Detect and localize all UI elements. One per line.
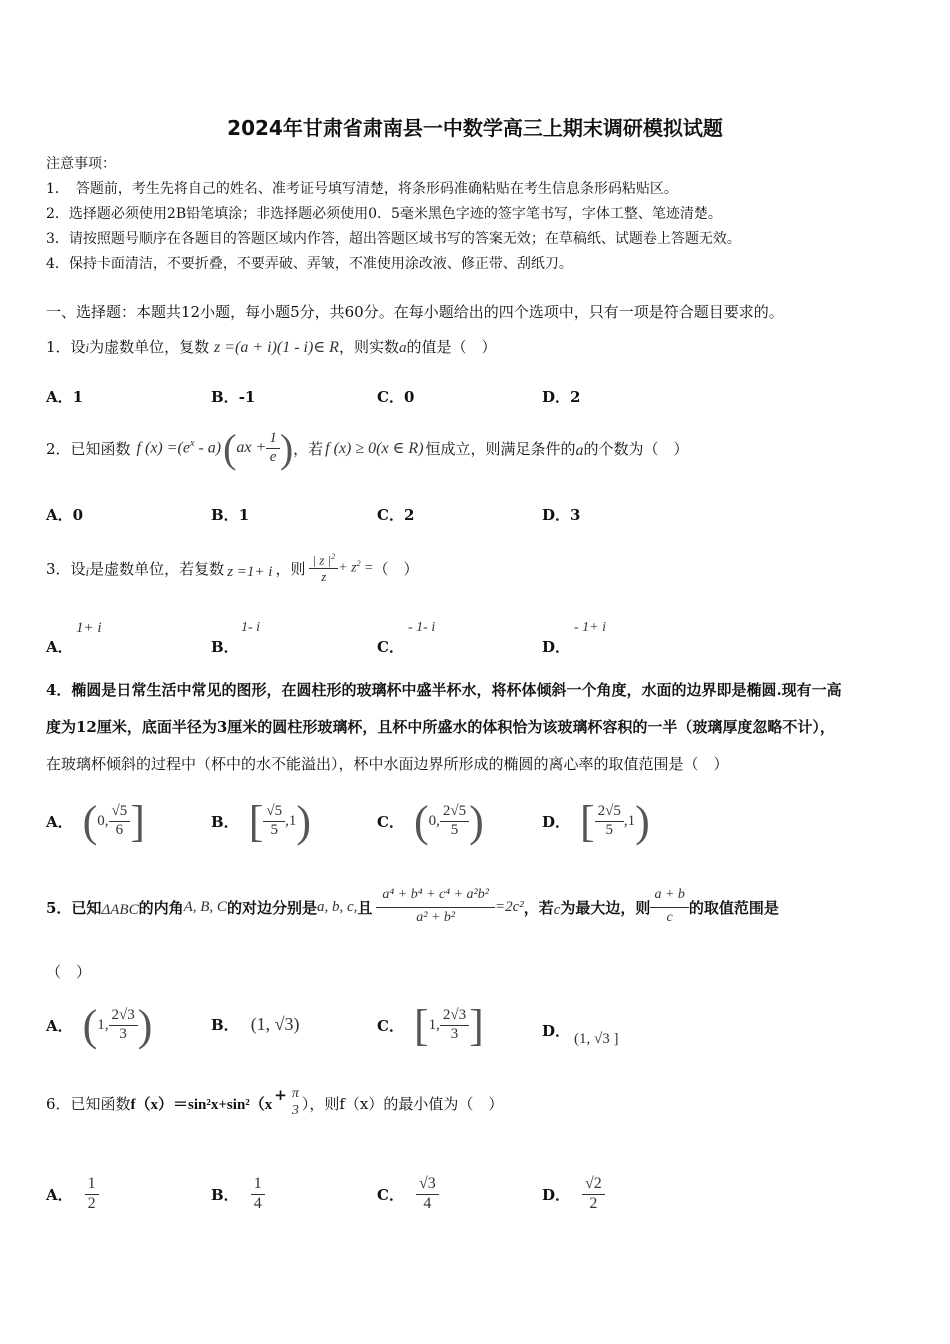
q4-line: 4．椭圆是日常生活中常见的图形，在圆柱形的玻璃杯中盛半杯水，将杯体倾斜一个角度，水面的边界即是椭圆.现有一高 (46, 681, 842, 699)
notice-item: 4．保持卡面清洁，不要折叠，不要弄破、弄皱，不准使用涂改液、修正带、刮纸刀。 (46, 256, 573, 272)
q6-option-c: C． $\frac{√3}{4}$ (377, 1166, 439, 1222)
q3-option-c: C． (377, 638, 404, 656)
q3-option-a-value: 1+ i (76, 620, 102, 636)
q5-paren: （ ） (46, 963, 92, 981)
q3-option-b-value: 1- i (241, 620, 261, 635)
notice-heading: 注意事项： (46, 156, 116, 172)
q5-option-d: D． (542, 1022, 571, 1040)
q1-option-c: C．0 (377, 388, 415, 406)
q4-option-d: D． [ $\frac{2√5}{5}$ ,1 ) (542, 796, 650, 846)
q3-option-d-value: - 1+ i (574, 620, 606, 635)
q5-option-d-value: (1, √3 ] (574, 1031, 619, 1047)
q1-option-b: B．-1 (211, 388, 256, 406)
q3-option-b: B． (211, 638, 239, 656)
question-3: 3．设 i 是虚数单位，若复数 z =1+ i ，则 $\frac{| z |^2}{z}$ + $z^2$ = （ ） (46, 551, 419, 584)
q1-option-a: A．1 (46, 388, 84, 406)
q3-option-c-value: - 1- i (408, 620, 436, 635)
q1-expression: z =(a + i)(1 - i)∈ R (213, 339, 339, 356)
q4-option-a: A． ( 0, $\frac{√5}{6}$ ] (46, 796, 145, 846)
question-1: 1．设i为虚数单位，复数 z =(a + i)(1 - i)∈ R，则实数a的值是（ ） (46, 338, 497, 356)
q1-option-d: D．2 (542, 388, 581, 406)
section-header: 一、选择题：本题共12小题，每小题5分，共60分。在每小题给出的四个选项中，只有一项是符合题目要求的。 (46, 303, 784, 321)
q6-option-a: A． $\frac{1}{2}$ (46, 1166, 99, 1222)
q2-option-a: A．0 (46, 506, 84, 524)
q4-option-b: B． [ $\frac{√5}{5}$ ,1 ) (211, 796, 311, 846)
q6-option-b: B． $\frac{1}{4}$ (211, 1166, 265, 1222)
q2-function: f $(x) =(e^x - a)$ (136, 438, 222, 457)
q2-option-d: D．3 (542, 506, 581, 524)
q2-option-b: B．1 (211, 506, 250, 524)
q6-option-d: D． $\frac{√2}{2}$ (542, 1166, 605, 1222)
q5-option-c: C． [ 1, $\frac{2√3}{3}$ ] (377, 1000, 484, 1050)
q3-option-d: D． (542, 638, 571, 656)
q2-condition: f (x) ≥ 0(x ∈ R) (325, 440, 424, 457)
q4-line: 度为12厘米，底面半径为3厘米的圆柱形玻璃杯，且杯中所盛水的体积恰为该玻璃杯容积的一半（玻璃厚度忽略不计）， (46, 718, 835, 736)
notice-item: 1． 答题前，考生先将自己的姓名、准考证号填写清楚，将条形码准确粘贴在考生信息条形码粘贴区。 (46, 181, 678, 197)
q2-option-c: C．2 (377, 506, 415, 524)
q5-option-b: B． (1, √3) (211, 1014, 300, 1034)
notice-item: 3．请按照题号顺序在各题目的答题区域内作答，超出答题区域书写的答案无效；在草稿纸、试题卷上答题无效。 (46, 231, 741, 247)
page-title: 2024年甘肃省肃南县一中数学高三上期末调研模拟试题 (227, 116, 723, 140)
question-5: 5．已知 ΔABC 的内角 A, B, C 的对边分别是 a, b, c, 且 $\frac{\text{a⁴ + b⁴ + c⁴ + a²b²}}{\text{a² + b²}}$ =2c² ，若 c 为最大边，则 $\frac{a + b}{c}$ 的取值范围是 (46, 887, 779, 925)
question-2: 2．已知函数 f $(x) =(e^x - a)$ ( ax + $\frac{1}{e}$ ) ，若 f (x) ≥ 0(x ∈ R) 恒成立，则满足条件的 a 的个数为（ ） (46, 425, 689, 471)
notice-item: 2．选择题必须使用2B铅笔填涂；非选择题必须使用0．5毫米黑色字迹的签字笔书写，字体工整、笔迹清楚。 (46, 206, 722, 222)
question-6: 6．已知函数 f（x）＝sin²x+sin²（x + π 3 ），则f（x）的最小值为（ ） (46, 1086, 504, 1118)
q3-option-a: A． (46, 638, 73, 656)
q5-option-a: A． ( 1, $\frac{2√3}{3}$ ) (46, 1000, 153, 1050)
q4-line: 在玻璃杯倾斜的过程中（杯中的水不能溢出），杯中水面边界所形成的椭圆的离心率的取值范围是（ ） (46, 755, 729, 773)
q4-option-c: C． ( 0, $\frac{2√5}{5}$ ) (377, 796, 484, 846)
